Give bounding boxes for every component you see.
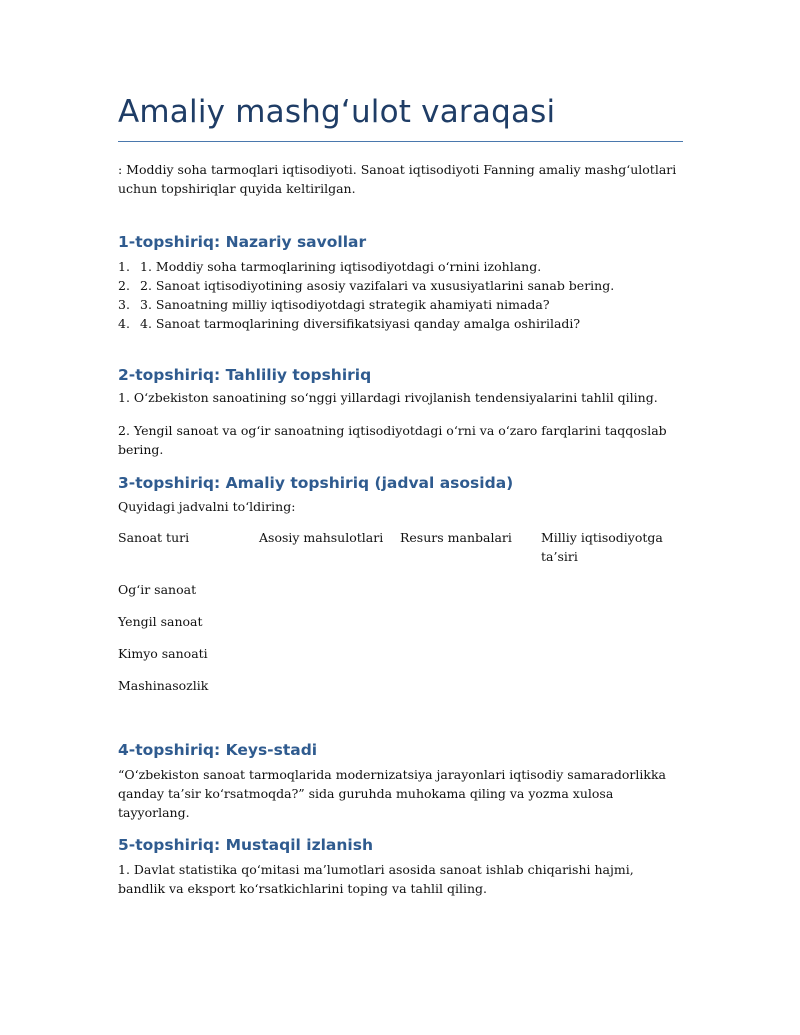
table-row-label: Og‘ir sanoat (118, 582, 197, 597)
document-title: Amaliy mashg‘ulot varaqasi (118, 94, 556, 130)
list-item (118, 295, 683, 314)
task3-heading: 3-topshiriq: Amaliy topshiriq (jadval asosida) (118, 474, 514, 492)
task5-heading: 5-topshiriq: Mustaqil izlanish (118, 836, 373, 854)
task2-paragraph-2: 2. Yengil sanoat va og‘ir sanoatning iqtisodiyotdagi o‘rni va o‘zaro farqlarini taqqoslab bering. (118, 423, 667, 457)
intro-paragraph: : Moddiy soha tarmoqlari iqtisodiyoti. Sanoat iqtisodiyoti Fanning amaliy mashg‘ulotlari uchun topshiriqlar quyida keltirilgan. (118, 162, 677, 196)
task1-heading: 1-topshiriq: Nazariy savollar (118, 233, 367, 251)
task4-paragraph: “O‘zbekiston sanoat tarmoqlarida modernizatsiya jarayonlari iqtisodiy samaradorlikka qanday ta’sir ko‘rsatmoqda?” sida guruhda muhokama qiling va yozma xulosa tayyorlang. (118, 767, 666, 820)
title-underline (118, 141, 683, 142)
task2-paragraph-1: 1. O‘zbekiston sanoatining so‘nggi yillardagi rivojlanish tendensiyalarini tahlil qiling. (118, 390, 658, 405)
table-row-label: Yengil sanoat (118, 614, 203, 629)
table-header-cell: Sanoat turi (118, 530, 190, 545)
list-text: 3. Sanoatning milliy iqtisodiyotdagi strategik ahamiyati nimada? (140, 297, 550, 312)
list-number: 3. (118, 297, 130, 312)
task4-heading: 4-topshiriq: Keys-stadi (118, 741, 318, 759)
list-number: 4. (118, 316, 130, 331)
task1-question-list (118, 257, 683, 333)
list-text: 4. Sanoat tarmoqlarining diversifikatsiyasi qanday amalga oshiriladi? (140, 316, 581, 331)
task2-heading: 2-topshiriq: Tahliliy topshiriq (118, 366, 372, 384)
list-text: 2. Sanoat iqtisodiyotining asosiy vazifalari va xususiyatlarini sanab bering. (140, 278, 615, 293)
list-item (118, 276, 683, 295)
task3-instruction: Quyidagi jadvalni to‘ldiring: (118, 499, 296, 514)
list-item (118, 257, 683, 276)
task5-paragraph: 1. Davlat statistika qo‘mitasi ma’lumotlari asosida sanoat ishlab chiqarishi hajmi, bandlik va eksport ko‘rsatkichlarini toping va tahlil qiling. (118, 862, 634, 896)
table-header-cell: Milliy iqtisodiyotga ta’siri (541, 530, 663, 564)
table-header-cell: Resurs manbalari (400, 530, 512, 545)
list-text: 1. Moddiy soha tarmoqlarining iqtisodiyotdagi o‘rnini izohlang. (140, 259, 542, 274)
table-row-label: Mashinasozlik (118, 678, 209, 693)
list-number: 2. (118, 278, 130, 293)
table-header-cell: Asosiy mahsulotlari (259, 530, 384, 545)
list-item (118, 314, 683, 333)
list-number: 1. (118, 259, 130, 274)
table-row-label: Kimyo sanoati (118, 646, 208, 661)
